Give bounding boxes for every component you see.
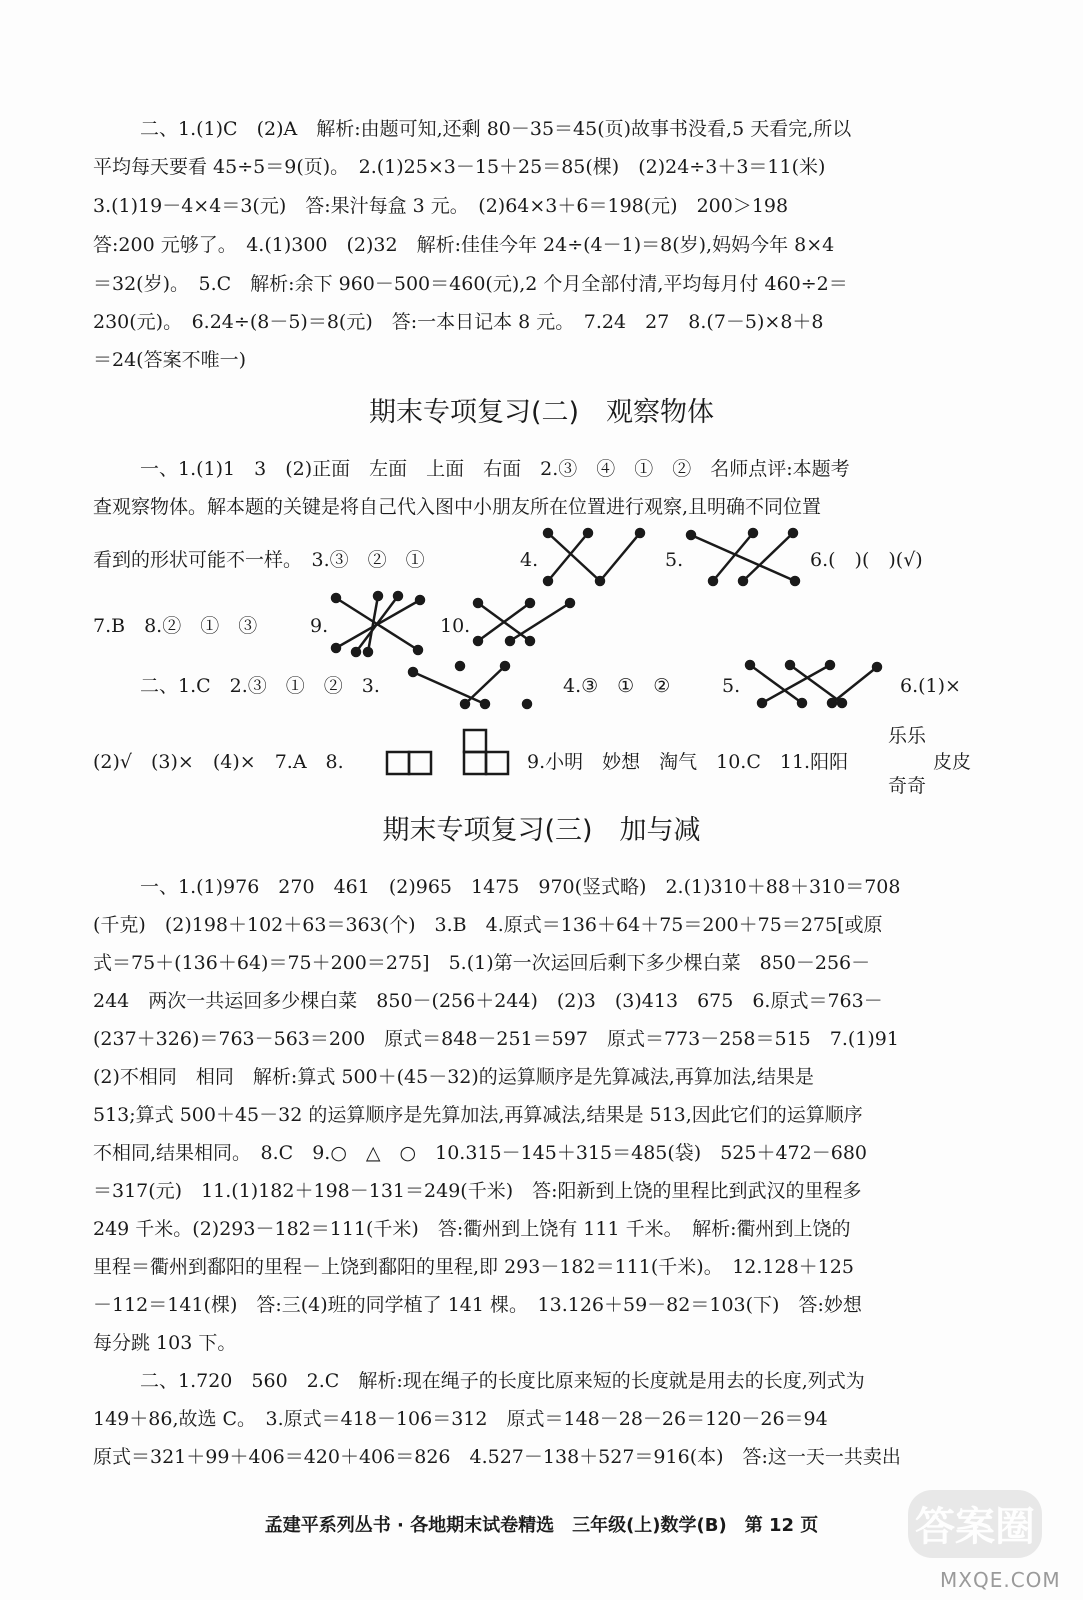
view-figure-two-squares [385,750,435,776]
question-number: 5. [722,675,741,697]
answer-line: 二、1.C 2.③ ① ② 3. [140,675,380,697]
view-figure-l-shape [462,728,512,780]
answer-line: (千克) (2)198＋102＋63＝363(个) 3.B 4.原式＝136＋64＋75＝200＋75＝275[或原 [93,914,883,936]
answer-line: 513;算式 500＋45－32 的运算顺序是先算加法,再算减法,结果是 513,因此它们的运算顺序 [93,1104,863,1126]
answer-line: 4.③ ① ② [563,675,671,697]
question-number: 4. [520,549,539,571]
section-title: 期末专项复习(二) 观察物体 [368,397,715,428]
answer-line: 一、1.(1)1 3 (2)正面 左面 上面 右面 2.③ ④ ① ② 名师点评:本题考 [140,458,850,480]
answer-line: 244 两次一共运回多少棵白菜 850－(256＋244) (2)3 (3)413 675 6.原式＝763－ [93,990,883,1012]
section-title: 期末专项复习(三) 加与减 [382,815,701,846]
answer-line: 149＋86,故选 C。 3.原式＝418－106＝312 原式＝148－28－26＝120－26＝94 [93,1408,828,1430]
matching-figure [470,595,580,650]
answer-line: 3.(1)19－4×4＝3(元) 答:果汁每盒 3 元。 (2)64×3＋6＝198(元) 200＞198 [93,195,789,217]
page-footer: 孟建平系列丛书 · 各地期末试卷精选 三年级(上)数学(B) 第 12 页 [264,1515,819,1536]
matching-figure [328,590,428,660]
answer-line: －112＝141(棵) 答:三(4)班的同学植了 141 棵。 13.126＋59－82＝103(下) 答:妙想 [93,1294,862,1316]
answer-line: ＝317(元) 11.(1)182＋198－131＝249(千米) 答:阳新到上饶的里程比到武汉的里程多 [93,1180,862,1202]
answer-line: 每分跳 103 下。 [93,1332,237,1354]
answer-line: 一、1.(1)976 270 461 (2)965 1475 970(竖式略) 2.(1)310＋88＋310＝708 [140,876,901,898]
answer-line: 里程＝衢州到鄱阳的里程－上饶到鄱阳的里程,即 293－182＝111(千米)。 12.128＋125 [93,1256,854,1278]
answer-line: 7.B 8.② ① ③ [93,615,258,637]
answer-line: ＝24(答案不唯一) [93,349,247,371]
answer-line: 230(元)。 6.24÷(8－5)＝8(元) 答:一本日记本 8 元。 7.24 27 8.(7－5)×8＋8 [93,311,824,333]
answer-line: ＝32(岁)。 5.C 解析:余下 960－500＝460(元),2 个月全部付清,平均每月付 460÷2＝ [93,273,848,295]
answer-line: (237＋326)＝763－563＝200 原式＝848－251＝597 原式＝773－258＝515 7.(1)91 [93,1028,899,1050]
name-label: 奇奇 [888,775,927,797]
matching-figure [742,655,892,713]
answer-line: 6.( )( )(√) [810,549,923,571]
matching-figure [405,658,535,713]
answer-line: 查观察物体。解本题的关键是将自己代入图中小朋友所在位置进行观察,且明确不同位置 [93,496,822,518]
answer-line: 二、1.(1)C (2)A 解析:由题可知,还剩 80－35＝45(页)故事书没看,5 天看完,所以 [140,118,852,140]
answer-line: 答:200 元够了。 4.(1)300 (2)32 解析:佳佳今年 24÷(4－1)＝8(岁),妈妈今年 8×4 [93,234,835,256]
question-number: 5. [665,549,684,571]
answer-line: (2)不相同 相同 解析:算式 500＋(45－32)的运算顺序是先算减法,再算加法,结果是 [93,1066,814,1088]
answer-line: 看到的形状可能不一样。 3.③ ② ① [93,549,425,571]
name-label: 乐乐 [888,725,927,747]
answer-line: 式＝75＋(136＋64)＝75＋200＝275] 5.(1)第一次运回后剩下多少棵白菜 850－256－ [93,952,871,974]
watermark-url: MXQE.COM [940,1568,1061,1592]
answer-line: 不相同,结果相同。 8.C 9.○ △ ○ 10.315－145＋315＝485(袋) 525＋472－680 [93,1142,868,1164]
answer-line: 9.小明 妙想 淘气 10.C 11.阳阳 [527,751,849,773]
answer-line: (2)√ (3)× (4)× 7.A 8. [93,751,344,773]
matching-figure [540,525,650,590]
watermark-text: 答案圈 [915,1504,1035,1550]
question-number: 9. [310,615,329,637]
answer-line: 原式＝321＋99＋406＝420＋406＝826 4.527－138＋527＝916(本) 答:这一天一共卖出 [93,1446,901,1468]
matching-figure [683,525,803,590]
name-label: 皮皮 [933,751,972,773]
answer-line: 二、1.720 560 2.C 解析:现在绳子的长度比原来短的长度就是用去的长度,列式为 [140,1370,865,1392]
question-number: 10. [440,615,471,637]
answer-line: 平均每天要看 45÷5＝9(页)。 2.(1)25×3－15＋25＝85(棵) (2)24÷3＋3＝11(米) [93,156,826,178]
answer-line: 249 千米。(2)293－182＝111(千米) 答:衢州到上饶有 111 千米。 解析:衢州到上饶的 [93,1218,851,1240]
watermark-logo [900,1470,1050,1580]
answer-line: 6.(1)× [900,675,961,697]
